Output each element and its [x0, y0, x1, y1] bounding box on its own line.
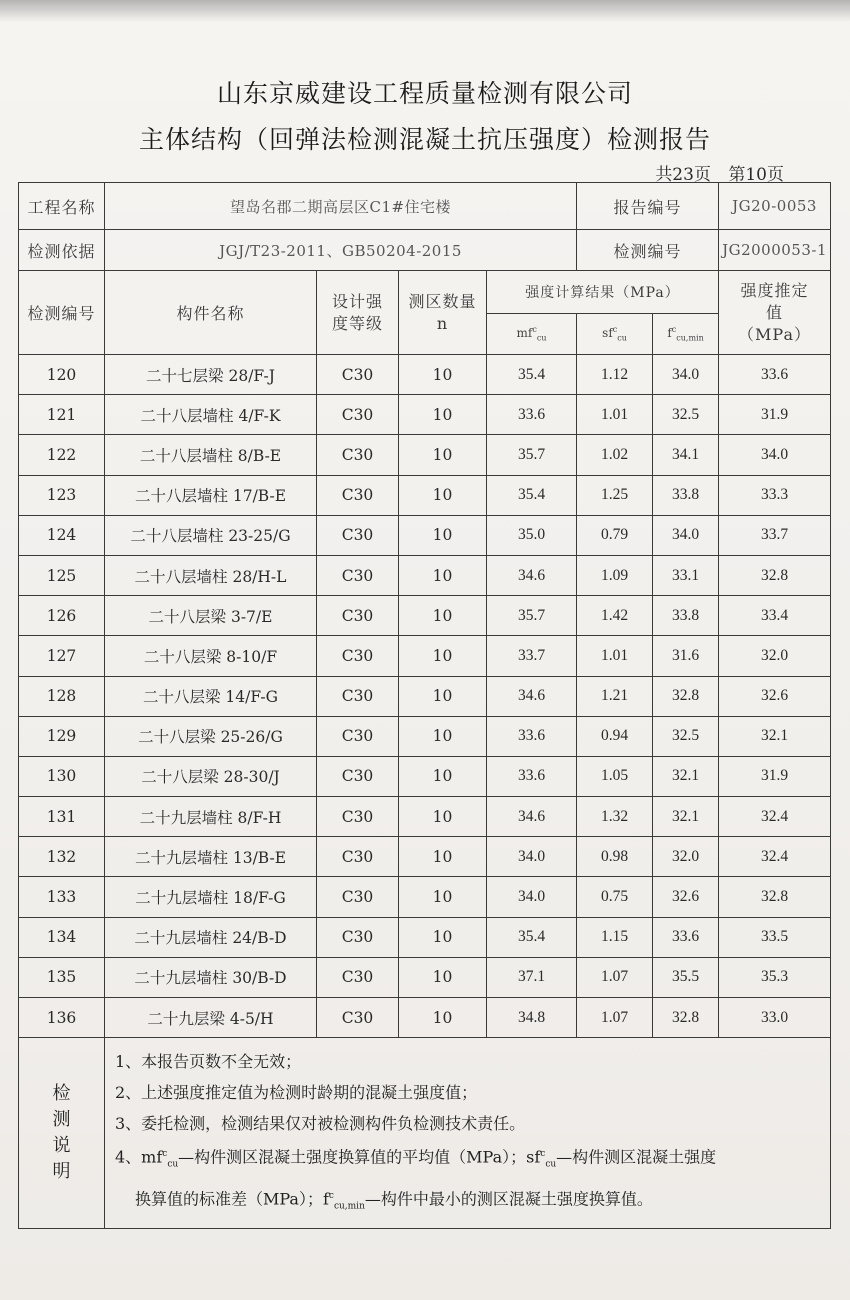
row-estimate: 33.4	[719, 596, 831, 636]
row-id: 135	[19, 957, 105, 997]
notes-label: 检测说明	[52, 1083, 71, 1183]
row-min: 35.5	[653, 957, 719, 997]
row-grade: C30	[317, 957, 399, 997]
note-2: 2、上述强度推定值为检测时龄期的混凝土强度值；	[115, 1083, 478, 1103]
row-member: 二十八层梁 8-10/F	[105, 636, 317, 676]
row-zones: 10	[399, 515, 487, 555]
basis-value: JGJ/T23-2011、GB50204-2015	[105, 230, 577, 271]
row-member: 二十九层墙柱 24/B-D	[105, 917, 317, 957]
row-estimate: 33.0	[719, 998, 831, 1038]
row-zones: 10	[399, 395, 487, 435]
row-std: 1.09	[577, 555, 653, 595]
col-grade: 设计强度等级	[317, 271, 399, 355]
row-std: 0.98	[577, 837, 653, 877]
row-grade: C30	[317, 515, 399, 555]
row-estimate: 32.8	[719, 555, 831, 595]
table-row	[19, 355, 831, 395]
row-estimate: 34.0	[719, 435, 831, 475]
row-id: 121	[19, 395, 105, 435]
table-row	[19, 877, 831, 917]
row-id: 130	[19, 756, 105, 796]
row-zones: 10	[399, 435, 487, 475]
row-zones: 10	[399, 917, 487, 957]
table-row	[19, 676, 831, 716]
row-id: 122	[19, 435, 105, 475]
row-grade: C30	[317, 355, 399, 395]
row-std: 1.01	[577, 395, 653, 435]
row-id: 120	[19, 355, 105, 395]
row-min: 32.1	[653, 756, 719, 796]
row-id: 136	[19, 998, 105, 1038]
row-mean: 34.8	[487, 998, 577, 1038]
row-std: 1.15	[577, 917, 653, 957]
row-member: 二十八层墙柱 28/H-L	[105, 555, 317, 595]
notes-content	[105, 1038, 831, 1229]
page-number: 第10页	[728, 165, 784, 185]
row-zones: 10	[399, 797, 487, 837]
row-grade: C30	[317, 877, 399, 917]
row-estimate: 33.5	[719, 917, 831, 957]
row-std: 0.94	[577, 716, 653, 756]
company-name: 山东京威建设工程质量检测有限公司	[216, 79, 633, 108]
table-row	[19, 515, 831, 555]
row-min: 32.8	[653, 676, 719, 716]
notes-label-cell	[19, 1038, 105, 1229]
row-std: 1.01	[577, 636, 653, 676]
note-4: 4、$mf^c_{cu}—$构件测区混凝土强度换算值的平均值（MPa）；$sf^c_{cu}—$构件测区混凝土强度	[115, 1147, 717, 1170]
row-min: 34.1	[653, 435, 719, 475]
table-row	[19, 756, 831, 796]
row-id: 126	[19, 596, 105, 636]
row-id: 124	[19, 515, 105, 555]
row-std: 1.21	[577, 676, 653, 716]
table-row	[19, 395, 831, 435]
row-estimate: 32.0	[719, 636, 831, 676]
test-no-value: JG2000053-1	[719, 230, 831, 271]
row-zones: 10	[399, 877, 487, 917]
row-member: 二十九层墙柱 13/B-E	[105, 837, 317, 877]
row-estimate: 32.1	[719, 716, 831, 756]
report-table	[18, 182, 831, 1229]
row-id: 127	[19, 636, 105, 676]
row-member: 二十七层梁 28/F-J	[105, 355, 317, 395]
col-min: $f^c_{cu,min}$	[653, 314, 719, 355]
row-estimate: 32.4	[719, 797, 831, 837]
row-member: 二十八层墙柱 23-25/G	[105, 515, 317, 555]
col-zones: 测区数量 n	[399, 271, 487, 355]
row-id: 131	[19, 797, 105, 837]
row-grade: C30	[317, 395, 399, 435]
row-std: 1.07	[577, 998, 653, 1038]
data-rows	[19, 355, 831, 1038]
total-pages: 共23页	[655, 165, 711, 185]
row-std: 1.32	[577, 797, 653, 837]
row-grade: C30	[317, 797, 399, 837]
col-mean: $mf^c_{cu}$	[487, 314, 577, 355]
note-1: 1、本报告页数不全无效；	[115, 1052, 302, 1072]
project-row	[19, 183, 831, 230]
row-zones: 10	[399, 756, 487, 796]
col-estimate: 强度推定值（MPa）	[719, 271, 831, 355]
row-std: 1.12	[577, 355, 653, 395]
table-row	[19, 998, 831, 1038]
row-member: 二十九层墙柱 18/F-G	[105, 877, 317, 917]
row-id: 129	[19, 716, 105, 756]
row-min: 33.6	[653, 917, 719, 957]
project-label: 工程名称	[19, 183, 105, 230]
row-zones: 10	[399, 957, 487, 997]
row-member: 二十八层墙柱 4/F-K	[105, 395, 317, 435]
report-no-label: 报告编号	[577, 183, 719, 230]
row-mean: 33.6	[487, 756, 577, 796]
note-3: 3、委托检测，检测结果仅对被检测构件负检测技术责任。	[115, 1114, 526, 1134]
row-grade: C30	[317, 756, 399, 796]
table-row	[19, 716, 831, 756]
row-member: 二十八层梁 28-30/J	[105, 756, 317, 796]
row-member: 二十八层墙柱 8/B-E	[105, 435, 317, 475]
row-member: 二十八层梁 25-26/G	[105, 716, 317, 756]
row-estimate: 35.3	[719, 957, 831, 997]
row-mean: 34.0	[487, 877, 577, 917]
row-zones: 10	[399, 475, 487, 515]
col-id: 检测编号	[19, 271, 105, 355]
row-zones: 10	[399, 355, 487, 395]
table-row	[19, 917, 831, 957]
column-header-row	[19, 271, 831, 314]
row-estimate: 31.9	[719, 756, 831, 796]
row-member: 二十八层墙柱 17/B-E	[105, 475, 317, 515]
row-min: 32.8	[653, 998, 719, 1038]
row-grade: C30	[317, 837, 399, 877]
row-member: 二十八层梁 14/F-G	[105, 676, 317, 716]
row-member: 二十九层梁 4-5/H	[105, 998, 317, 1038]
row-mean: 35.4	[487, 475, 577, 515]
note-4-cont: 换算值的标准差（MPa）；$f^c_{cu,min}—$构件中最小的测区混凝土强度换算值。	[135, 1189, 653, 1212]
row-estimate: 33.3	[719, 475, 831, 515]
row-grade: C30	[317, 917, 399, 957]
table-row	[19, 475, 831, 515]
basis-label: 检测依据	[19, 230, 105, 271]
row-min: 32.1	[653, 797, 719, 837]
row-mean: 34.6	[487, 676, 577, 716]
row-min: 32.6	[653, 877, 719, 917]
row-zones: 10	[399, 596, 487, 636]
row-mean: 34.6	[487, 555, 577, 595]
row-std: 1.25	[577, 475, 653, 515]
table-row	[19, 636, 831, 676]
row-mean: 37.1	[487, 957, 577, 997]
report-title: 主体结构（回弹法检测混凝土抗压强度）检测报告	[138, 125, 711, 154]
row-mean: 33.6	[487, 395, 577, 435]
row-estimate: 32.4	[719, 837, 831, 877]
row-mean: 35.7	[487, 435, 577, 475]
row-std: 0.79	[577, 515, 653, 555]
row-zones: 10	[399, 716, 487, 756]
row-estimate: 33.6	[719, 355, 831, 395]
row-mean: 33.7	[487, 636, 577, 676]
row-min: 32.5	[653, 716, 719, 756]
row-grade: C30	[317, 676, 399, 716]
row-grade: C30	[317, 475, 399, 515]
row-std: 0.75	[577, 877, 653, 917]
table-row	[19, 837, 831, 877]
row-mean: 35.4	[487, 917, 577, 957]
project-value: 望岛名郡二期高层区C1#住宅楼	[105, 183, 577, 230]
row-estimate: 32.6	[719, 676, 831, 716]
col-calc-group: 强度计算结果（MPa）	[487, 271, 719, 314]
row-zones: 10	[399, 998, 487, 1038]
row-grade: C30	[317, 716, 399, 756]
row-min: 34.0	[653, 355, 719, 395]
row-zones: 10	[399, 837, 487, 877]
table-row	[19, 797, 831, 837]
row-min: 31.6	[653, 636, 719, 676]
row-grade: C30	[317, 435, 399, 475]
row-estimate: 33.7	[719, 515, 831, 555]
table-row	[19, 596, 831, 636]
test-no-label: 检测编号	[577, 230, 719, 271]
row-id: 134	[19, 917, 105, 957]
row-min: 33.8	[653, 475, 719, 515]
row-zones: 10	[399, 676, 487, 716]
row-id: 128	[19, 676, 105, 716]
row-mean: 35.4	[487, 355, 577, 395]
scan-shadow	[0, 0, 850, 22]
row-std: 1.42	[577, 596, 653, 636]
row-zones: 10	[399, 555, 487, 595]
row-mean: 35.0	[487, 515, 577, 555]
table-row	[19, 957, 831, 997]
row-member: 二十九层墙柱 30/B-D	[105, 957, 317, 997]
row-id: 132	[19, 837, 105, 877]
col-std: $sf^c_{cu}$	[577, 314, 653, 355]
row-min: 34.0	[653, 515, 719, 555]
row-id: 133	[19, 877, 105, 917]
row-estimate: 31.9	[719, 395, 831, 435]
row-mean: 33.6	[487, 716, 577, 756]
row-std: 1.07	[577, 957, 653, 997]
row-id: 125	[19, 555, 105, 595]
basis-row	[19, 230, 831, 271]
col-member: 构件名称	[105, 271, 317, 355]
row-mean: 34.6	[487, 797, 577, 837]
row-grade: C30	[317, 555, 399, 595]
row-mean: 35.7	[487, 596, 577, 636]
row-member: 二十八层梁 3-7/E	[105, 596, 317, 636]
row-grade: C30	[317, 998, 399, 1038]
row-zones: 10	[399, 636, 487, 676]
row-id: 123	[19, 475, 105, 515]
row-grade: C30	[317, 636, 399, 676]
row-min: 33.1	[653, 555, 719, 595]
row-min: 32.5	[653, 395, 719, 435]
table-row	[19, 555, 831, 595]
row-mean: 34.0	[487, 837, 577, 877]
notes-row	[19, 1038, 831, 1229]
row-estimate: 32.8	[719, 877, 831, 917]
row-member: 二十九层墙柱 8/F-H	[105, 797, 317, 837]
report-no-value: JG20-0053	[719, 183, 831, 230]
table-row	[19, 435, 831, 475]
row-min: 32.0	[653, 837, 719, 877]
row-min: 33.8	[653, 596, 719, 636]
row-grade: C30	[317, 596, 399, 636]
row-std: 1.02	[577, 435, 653, 475]
row-std: 1.05	[577, 756, 653, 796]
